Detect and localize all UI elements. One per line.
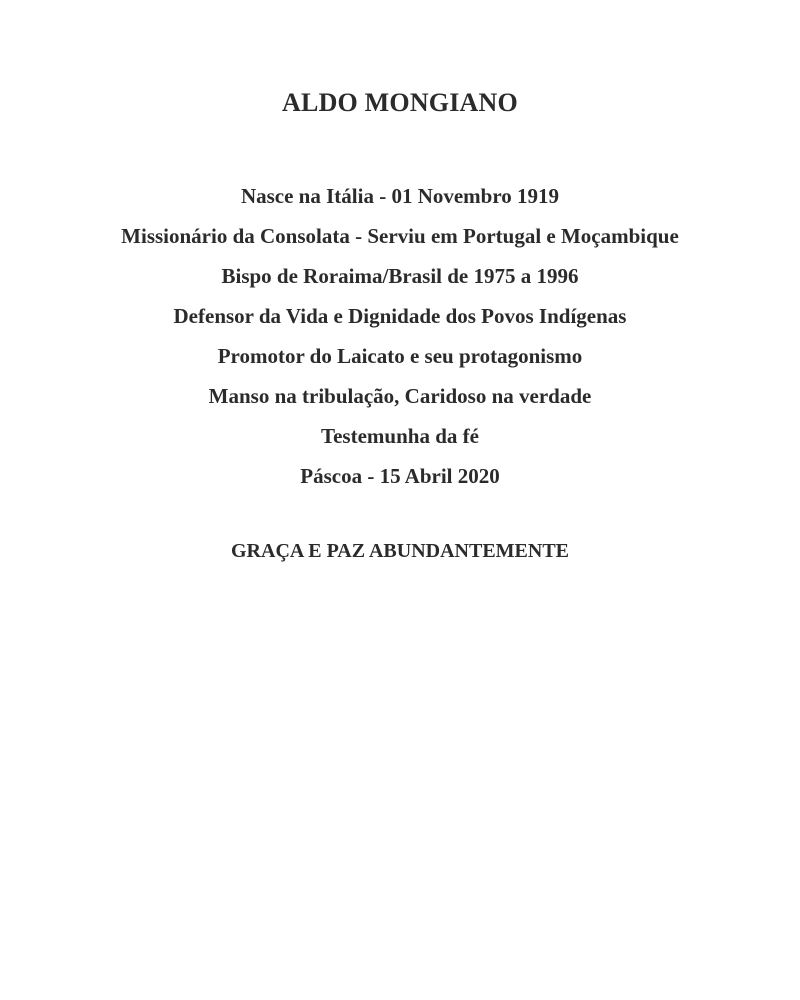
line-missionary: Missionário da Consolata - Serviu em Portugal e Moçambique <box>121 224 679 248</box>
line-birth: Nasce na Itália - 01 Novembro 1919 <box>240 184 560 208</box>
page-title: ALDO MONGIANO <box>282 88 518 117</box>
line-defender: Defensor da Vida e Dignidade dos Povos Indígenas <box>173 304 627 328</box>
biography-lines <box>0 178 800 498</box>
line-death: Páscoa - 15 Abril 2020 <box>300 464 500 488</box>
line-witness: Testemunha da fé <box>321 424 479 448</box>
closing-blessing: GRAÇA E PAZ ABUNDANTEMENTE <box>231 540 569 562</box>
line-bishop: Bispo de Roraima/Brasil de 1975 a 1996 <box>221 264 579 288</box>
line-promoter: Promotor do Laicato e seu protagonismo <box>217 344 583 368</box>
line-character: Manso na tribulação, Caridoso na verdade <box>208 384 592 408</box>
